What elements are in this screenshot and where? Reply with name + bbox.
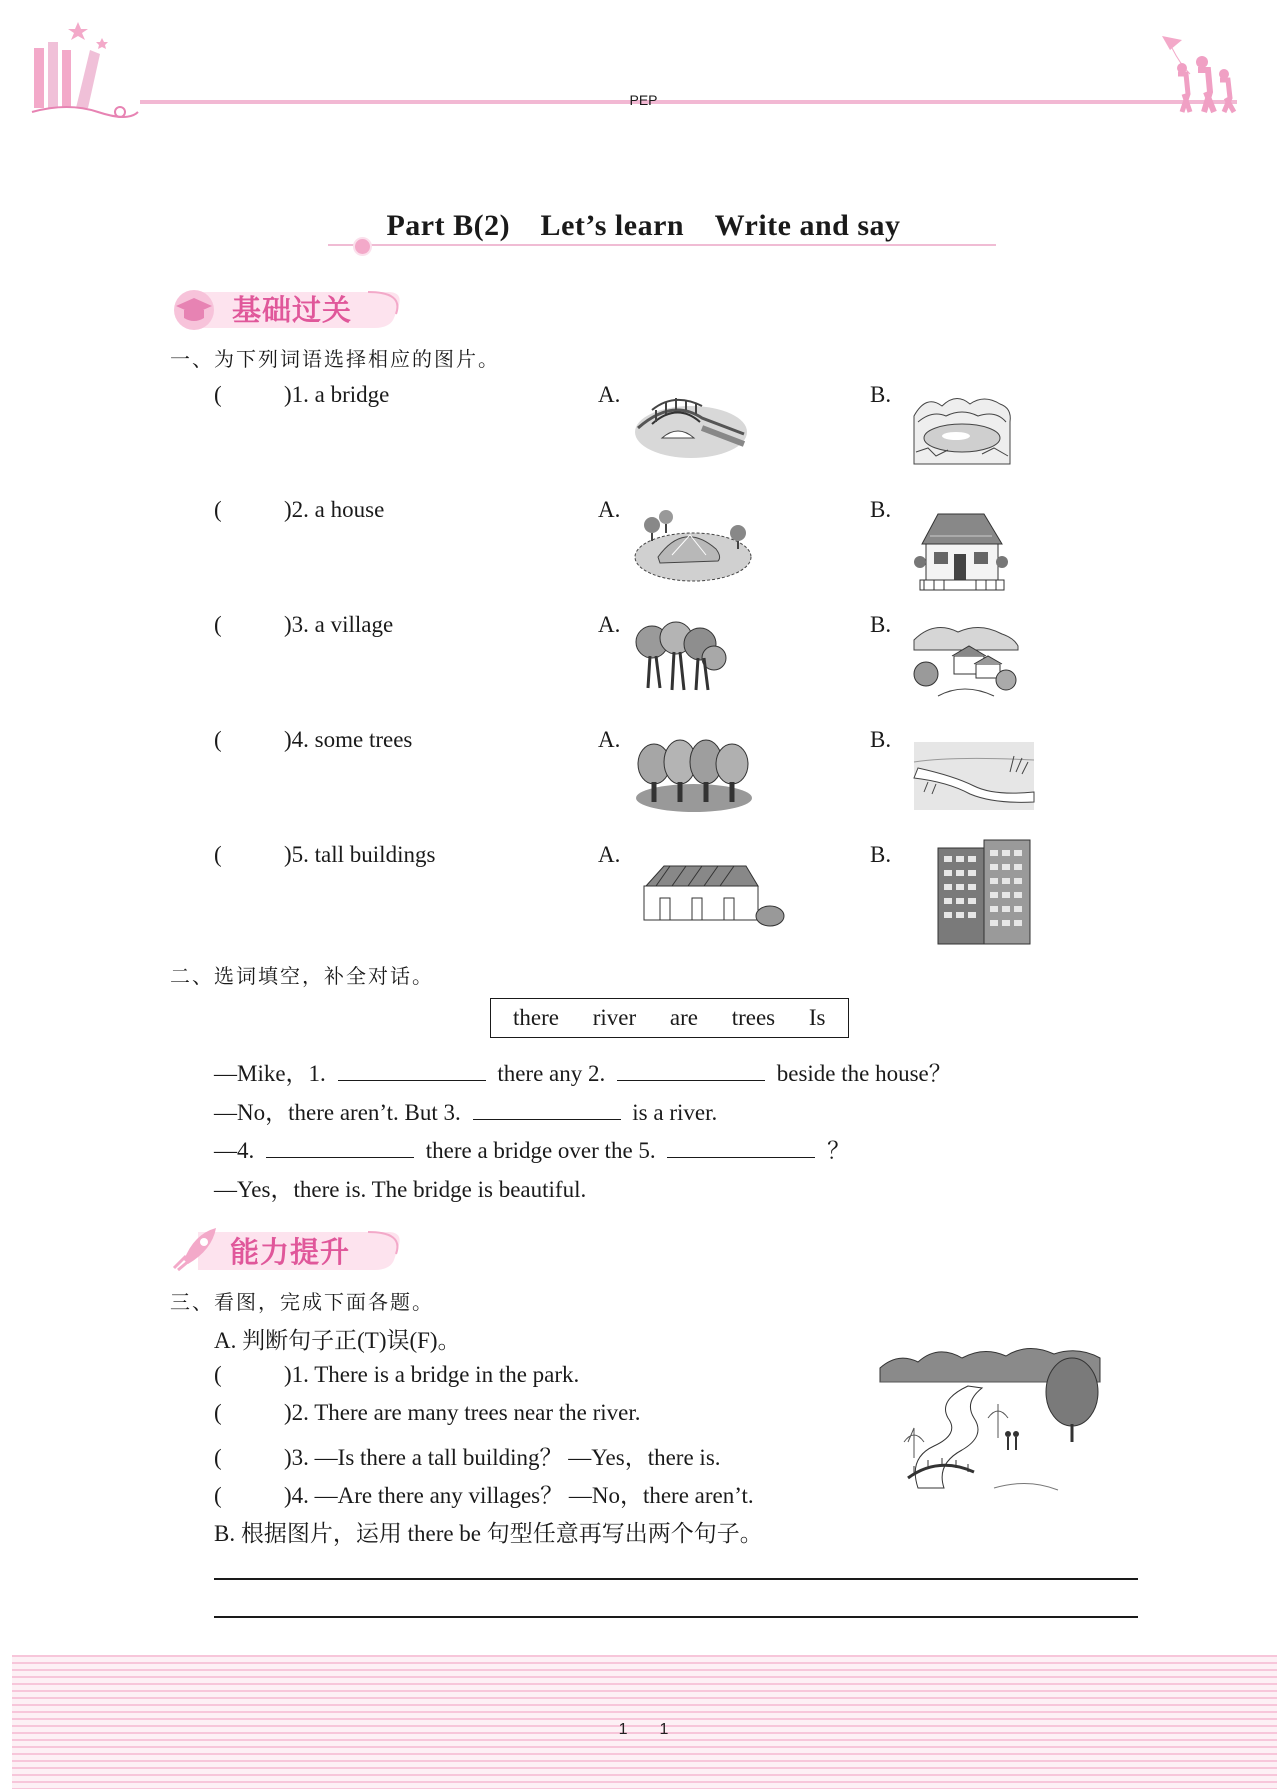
answer-paren[interactable]: ( xyxy=(214,842,222,867)
tf-item xyxy=(214,1477,754,1510)
item-text: )3. —Is there a tall building？ —Yes，there is. xyxy=(284,1445,721,1470)
answer-paren[interactable]: ( xyxy=(214,727,222,752)
answer-line[interactable] xyxy=(214,1578,1138,1580)
answer-paren[interactable]: ( xyxy=(214,1445,222,1470)
answer-paren[interactable]: ( xyxy=(214,382,222,407)
q2-heading: 二、选词填空，补全对话。 xyxy=(170,964,434,988)
answer-paren[interactable]: ( xyxy=(214,612,222,637)
park-scene-picture-icon xyxy=(878,1338,1104,1505)
item-text: )4. —Are there any villages？ —No，there aren’t. xyxy=(284,1483,754,1508)
bridge-picture-icon[interactable] xyxy=(632,388,750,465)
option-b-label: B. xyxy=(870,727,892,752)
word-bank xyxy=(490,998,849,1038)
word-bank-item: trees xyxy=(731,1005,776,1030)
option-b-label: B. xyxy=(870,382,892,407)
tf-item xyxy=(214,1362,579,1388)
low-house-picture-icon[interactable] xyxy=(640,862,784,933)
q3-part-b: B. 根据图片，运用 there be 句型任意再写出两个句子。 xyxy=(214,1521,763,1546)
pond-picture-icon[interactable] xyxy=(912,392,1012,473)
answer-paren[interactable]: ( xyxy=(214,1483,222,1508)
section-label-basic: 基础过关 xyxy=(232,293,353,327)
q1-item xyxy=(214,612,393,638)
page-number: 1 1 xyxy=(618,1721,669,1738)
q1-item xyxy=(214,842,435,868)
q3-part-a: A. 判断句子正(T)误(F)。 xyxy=(214,1328,461,1353)
dialogue-line: —Yes，there is. The bridge is beautiful. xyxy=(214,1177,587,1202)
dialogue-line: —No，there aren’t. But 3. is a river. xyxy=(214,1100,718,1125)
answer-line[interactable] xyxy=(214,1616,1138,1618)
option-a-label: A. xyxy=(598,727,621,752)
item-text: )3. a village xyxy=(284,612,394,637)
item-text: )4. some trees xyxy=(284,727,413,752)
answer-paren[interactable]: ( xyxy=(214,1362,222,1387)
answer-blank[interactable] xyxy=(667,1139,815,1158)
series-label: PEP xyxy=(629,92,658,108)
river-picture-icon[interactable] xyxy=(914,742,1034,815)
answer-blank[interactable] xyxy=(617,1062,765,1081)
item-text: )5. tall buildings xyxy=(284,842,436,867)
dialogue-line: —4. there a bridge over the 5. ？ xyxy=(214,1138,851,1163)
house-picture-icon[interactable] xyxy=(914,508,1008,597)
village-picture-icon[interactable] xyxy=(914,620,1018,703)
option-b-label: B. xyxy=(870,497,892,522)
answer-blank[interactable] xyxy=(266,1139,414,1158)
option-b-label: B. xyxy=(870,612,892,637)
word-bank-item: there xyxy=(513,1005,559,1030)
item-text: )1. There is a bridge in the park. xyxy=(284,1362,580,1387)
option-a-label: A. xyxy=(598,497,621,522)
item-text: )1. a bridge xyxy=(284,382,390,407)
hill-picture-icon[interactable] xyxy=(632,505,754,590)
dialogue-line: —Mike，1. there any 2. beside the house？ xyxy=(214,1061,952,1086)
tall-building-picture-icon[interactable] xyxy=(936,838,1032,951)
q1-heading: 一、为下列词语选择相应的图片。 xyxy=(170,347,500,371)
word-bank-item: Is xyxy=(808,1005,826,1030)
word-bank-item: are xyxy=(669,1005,698,1030)
option-a-label: A. xyxy=(598,842,621,867)
section-label-advanced: 能力提升 xyxy=(230,1235,351,1269)
trees-picture-icon[interactable] xyxy=(634,736,752,817)
page-title: Part B(2) Let’s learn Write and say xyxy=(386,209,901,242)
tf-item xyxy=(214,1439,721,1472)
q1-item xyxy=(214,727,412,753)
answer-paren[interactable]: ( xyxy=(214,1400,222,1425)
q3-heading: 三、看图，完成下面各题。 xyxy=(170,1290,434,1314)
option-a-label: A. xyxy=(598,382,621,407)
tf-item xyxy=(214,1400,641,1426)
item-text: )2. a house xyxy=(284,497,385,522)
item-text: )2. There are many trees near the river. xyxy=(284,1400,641,1425)
forest-picture-icon[interactable] xyxy=(634,620,726,697)
answer-paren[interactable]: ( xyxy=(214,497,222,522)
title-dot xyxy=(353,237,372,256)
option-b-label: B. xyxy=(870,842,892,867)
title-underline xyxy=(328,244,996,246)
q1-item xyxy=(214,497,384,523)
word-bank-item: river xyxy=(592,1005,637,1030)
q1-item xyxy=(214,382,389,408)
answer-blank[interactable] xyxy=(338,1062,486,1081)
option-a-label: A. xyxy=(598,612,621,637)
answer-blank[interactable] xyxy=(473,1101,621,1120)
